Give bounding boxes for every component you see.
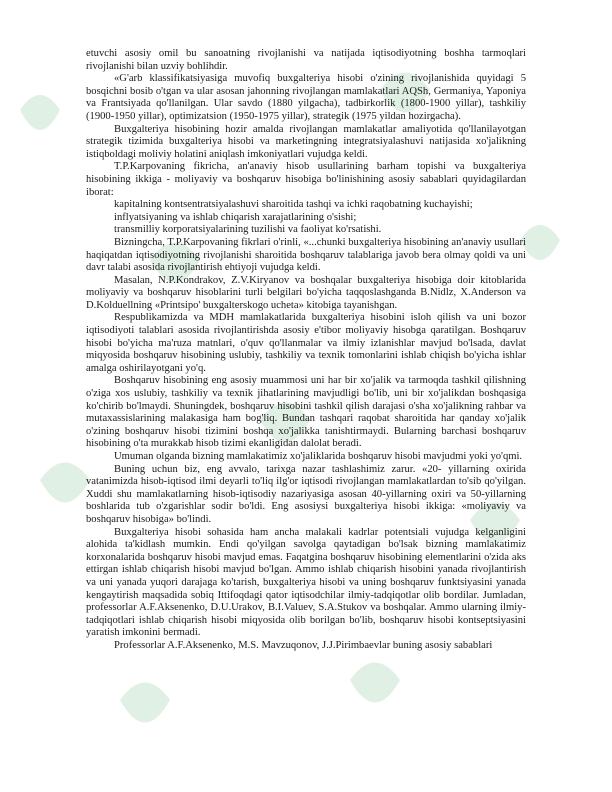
list-item: transmilliy korporatsiyalarining tuzilishi va faoliyat ko'rsatishi.	[114, 224, 382, 236]
paragraph: Umuman olganda bizning mamlakatimiz xo'jaliklarida boshqaruv hisobi mavjudmi yoki yo'qmi.	[114, 451, 523, 462]
paragraph: T.P.Karpovaning fikricha, an'anaviy hisob usullarining barham topishi va buxgalteriya hisobining ikkiga - moliyaviy va boshqaruv hisobiga bo'linishining asosiy sabablari quyidagilardan iborat:	[86, 161, 526, 198]
paragraph: Buxgalteriya hisobi sohasida ham ancha malakali kadrlar potentsiali vujudga kelganligini alohida ta'kidlash mumkin. Endi qo'yilgan savolga qaytadigan bo'lsak bizning mamlakatimiz korxonalarida boshqaruv hisobi mavjud emas. Faqatgina boshqaruv hisobining elementlarini o'zida aks ettirgan ishlab chiqarish hisobi mavjud bo'lgan. Ammo ishlab chiqarish hisobini yanada rivojlantirish va uni yanada yuqori darajaga ko'tarish, buxgalteriya hisobi va uning boshqaruv funktsiyasini yanada kengaytirish maqsadida sobiq Ittifoqdagi qator iqtisodchilar ilmiy-tadqiqotlar olib bordilar. Jumladan, professorlar A.F.Aksenenko, D.U.Urakov, B.I.Valuev, S.A.Stukov va boshqalar. Ammo ularning ilmiy-tadqiqotlari ishlab chiqarish hisobi miqyosida olib borilgan bo'lib, boshqaruv hisobi kontseptsiyasini yaratish imkonini bermadi.	[86, 526, 526, 639]
document-body	[86, 48, 526, 653]
list-item: kapitalning kontsentratsiyalashuvi sharoitida tashqi va ichki raqobatning kuchayishi;	[114, 199, 473, 211]
paragraph: Buning uchun biz, eng avvalo, tarixga nazar tashlashimiz zarur. «20- yillarning oxirida vatanimizda hisob-iqtisod ilmi deyarli to'liq ilg'or iqtisodi rivojlangan mamlakatlardan to'sib qo'yilgan. Xuddi shu mamlakatlarning hisob-iqtisodiy nazariyasiga asosan 40-yillarning oxiri va 50-yillarning boshlarida tub o'zgarishlar sodir bo'ldi. Eng asosiysi buxgalteriya hisobi ikkiga: «moliyaviy va boshqaruv hisobiga» bo'lindi.	[86, 463, 526, 525]
list-item: inflyatsiyaning va ishlab chiqarish xarajatlarining o'sishi;	[114, 211, 357, 223]
paragraph: Respublikamizda va MDH mamlakatlarida buxgalteriya hisobini isloh qilish va uni bozor iqtisodiyoti talablari asosida rivojlantirishda asosiy e'tibor moliyaviy hisobga qaratilgan. Boshqaruv hisobi bo'yicha ma'ruza matnlari, o'quv qo'llanmalar va ilmiy izlanishlar mavjud bo'lsada, davlat miqyosida boshqaruv hisobining uslubiy, tashkiliy va texnik tomonlarini ishlab chiqish bo'yicha ishlar amalga oshirilayotgani yo'q.	[86, 312, 526, 374]
paragraph: Buxgalteriya hisobining hozir amalda rivojlangan mamlakatlar amaliyotida qo'llanilayotgan strategik tizimida buxgalteriya hisobi va marketingning integratsiyalashuvi natijasida xo'jalikning istiqboldagi moliviy holatini aniqlash imkoniyatlari vujudga keldi.	[86, 123, 526, 160]
paragraph: Professorlar A.F.Aksenenko, M.S. Mavzuqonov, J.J.Pirimbaevlar buning asosiy sabablari	[114, 639, 493, 651]
paragraph: Boshqaruv hisobining eng asosiy muammosi uni har bir xo'jalik va tarmoqda tashkil qilishning o'ziga xos uslubiy, tashkiliy va texnik jihatlarining mavjudligi bo'lib, uni bir xo'jalikdan boshqasiga ko'chirib bo'lmaydi. Shuningdek, boshqaruv hisobini tashkil qilish darajasi o'sha xo'jalikning rahbar va mutaxassislarining malakasiga ham bog'liq. Bundan tashqari raqobat sharoitida har qanday xo'jalik o'zining boshqaruv hisobi tizimini boshqa xo'jalikka tanishtirmaydi. Bularning barchasi boshqaruv hisobining o'ta murakkab hisob tizimi ekanligidan dalolat beradi.	[86, 375, 526, 450]
paragraph: «G'arb klassifikatsiyasiga muvofiq buxgalteriya hisobi o'zining rivojlanishida quyidagi 5 bosqichni bosib o'tgan va ular asosan jahonning rivojlangan mamlakatlari AQSh, Germaniya, Yaponiya va Frantsiyada qo'llanilgan. Ular savdo (1880 yilgacha), tadbirkorlik (1800-1900 yillar), tashkiliy (1900-1950 yillar), optimizatsion (1950-1975 yillar), strategik (1975 yildan hozirgacha).	[86, 73, 526, 122]
paragraph: Bizningcha, T.P.Karpovaning fikrlari o'rinli, «...chunki buxgalteriya hisobining an'anaviy usullari haqiqatdan iqtisodiyotning rivojlanishi sharoitida boshqaruv talablariga javob bera olmay qoldi va uni davr talabi asosida rivojlantirish ehtiyoji vujudga keldi.	[86, 236, 526, 274]
paragraph: Masalan, N.P.Kondrakov, Z.V.Kiryanov va boshqalar buxgalteriya hisobiga doir kitoblarida moliyaviy va boshqaruv hisoblarini turli belgilari bo'yicha taqqoslashganda B.Nidlz, X.Anderson va D.Kolduellning «Printsipo' buxgalterskogo ucheta» kitobiga tayanishgan.	[86, 274, 526, 311]
paragraph: etuvchi asosiy omil bu sanoatning rivojlanishi va natijada iqtisodiyotning boshha tarmoqlari rivojlanishi bilan uzviy bohlihdir.	[86, 48, 526, 72]
